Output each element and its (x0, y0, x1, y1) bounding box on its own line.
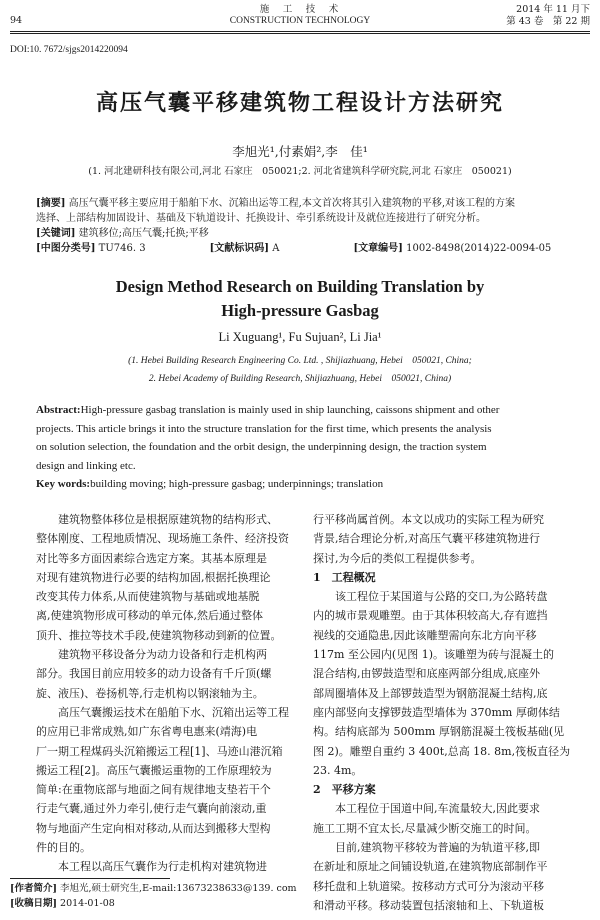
authors-en: Li Xuguang¹, Fu Sujuan², Li Jia¹ (218, 330, 382, 344)
affiliation-en-line: 2. Hebei Academy of Building Research, Shijiazhuang, Hebei 050021, China) (148, 374, 452, 384)
abstract-en (36, 401, 576, 494)
abstract-en-label: Abstract: (36, 404, 81, 416)
received-label: [收稿日期] (10, 898, 57, 909)
body-line: 在新址和原址之间铺设轨道,在建筑物底部制作平 (313, 860, 548, 874)
body-line: 行走气囊,通过外力牵引,使行走气囊向前滚动,重 (36, 802, 267, 816)
article-no-value: 1002-8498(2014)22-0094-05 (406, 243, 552, 254)
body-line: 建筑物平移设备分为动力设备和行走机构两 (36, 648, 267, 662)
body-line: 构。结构底部为 500mm 厚钢筋混凝土筏板基础(见 (313, 725, 565, 739)
keywords-en-label: Key words: (36, 478, 91, 490)
body-line: 混合结构,由锣鼓造型和底座两部分组成,底座外 (313, 667, 540, 681)
body-line: 23. 4m。 (313, 763, 363, 777)
affiliation-en-line: (1. Hebei Building Research Engineering Co. Ltd. , Shijiazhuang, Hebei 050021, China; (128, 356, 472, 366)
body-line: 图 2)。雕塑自重约 3 400t,总高 18. 8m,筏板直径为 (313, 744, 571, 758)
abstract-cn-line: 高压气囊平移主要应用于船舶下水、沉箱出运等工程,本文首次将其引入建筑物的平移,对该工程的方案 (68, 198, 516, 209)
author-bio-label: [作者简介] (10, 883, 57, 894)
issue-date: 2014 年 11 月下 (516, 4, 590, 15)
body-right-column (313, 510, 583, 915)
keywords-en: building moving; high-pressure gasbag; underpinnings; translation (90, 478, 384, 490)
body-line: 厂一期工程煤码头沉箱搬运工程[1]、马迹山港沉箱 (36, 744, 283, 758)
body-line: 建筑物整体移位是根据原建筑物的结构形式、 (36, 513, 278, 526)
body-line: 部分。我国目前应用较多的动力设备有千斤顶(螺 (36, 667, 272, 681)
page-number: 94 (10, 15, 23, 26)
received-text: 2014-01-08 (60, 898, 115, 909)
abstract-en-line: on solution selection, the foundation and the orbit design, the underpinning design, the traction system (36, 441, 487, 453)
body-line: 对比等多方面因素综合选定方案。其基本原理是 (36, 551, 267, 565)
body-line: 搬运工程[2]。高压气囊搬运重物的工作原理较为 (36, 763, 272, 777)
body-line: 整体刚度、工程地质情况、现场施工条件、经济投资 (36, 532, 289, 546)
title-en-line-2: High-pressure Gasbag (221, 301, 379, 320)
body-line: 施工工期不宜太长,尽量减少断交施工的时间。 (313, 821, 537, 835)
body-line: 视线的交通隐患,因此该雕塑需向东北方向平移 (313, 628, 537, 642)
body-left-column (36, 510, 302, 877)
body-line: 117m 至公园内(见图 1)。该雕塑为砖与混凝土的 (313, 648, 554, 662)
clc-value: TU746. 3 (98, 243, 146, 254)
body-line: 该工程位于某国道与公路的交口,为公路转盘 (313, 590, 548, 604)
header-rule-2 (10, 33, 590, 34)
footnote-rule (10, 878, 170, 879)
article-no-label: [文章编号] (353, 243, 403, 254)
keywords-cn-label: [关键词] (36, 228, 76, 239)
keywords-cn: 建筑移位;高压气囊;托换;平移 (78, 228, 209, 239)
classification-row (36, 241, 576, 256)
body-line: 探讨,为今后的类似工程提供参考。 (313, 551, 482, 565)
body-line: 背景,结合理论分析,对高压气囊平移建筑物进行 (313, 532, 540, 546)
clc-label: [中图分类号] (36, 243, 96, 254)
header-rule (10, 31, 590, 32)
body-line: 简单:在重物底部与地面之间有规律地支垫若干个 (36, 783, 271, 797)
title-en-line-1: Design Method Research on Building Translation by (115, 277, 485, 296)
abstract-cn-label: [摘要] (36, 198, 66, 209)
abstract-en-line: projects. This article brings it into the structure translation for the first time, which presents the analysis (36, 422, 492, 435)
section-heading: 1 工程概况 (313, 570, 376, 584)
body-line: 部周圈墙体及上部锣鼓造型为钢筋混凝土结构,底 (313, 686, 548, 700)
author-bio-text: 李旭光,硕士研究生,E-mail:13673238633@139. com (60, 883, 297, 894)
doc-code-value: A (272, 243, 280, 254)
affiliations-en (10, 352, 590, 388)
body-line: 座内部竖向支撑锣鼓造型墙体为 370mm 厚砌体结 (313, 705, 560, 719)
body-line: 物与地面产生定向相对移动,从而达到搬移大型构 (36, 821, 271, 835)
body-line: 行平移尚属首例。本文以成功的实际工程为研究 (313, 513, 544, 526)
body-line: 改变其传力体系,从而使建筑物与基础或地基脱 (36, 590, 260, 604)
body-line: 高压气囊搬运技术在船舶下水、沉箱出运等工程 (36, 705, 289, 719)
body-line: 目前,建筑物平移较为普遍的为轨道平移,即 (313, 841, 540, 855)
body-line: 本工程位于国道中间,车流量较大,因此要求 (313, 802, 540, 816)
authors-cn: 李旭光¹,付素娟²,李 佳¹ (232, 144, 368, 159)
affiliations-cn: (1. 河北建研科技有限公司,河北 石家庄 050021;2. 河北省建筑科学研究院,河北 石家庄 050021) (88, 166, 512, 177)
abstract-en-line: High-pressure gasbag translation is mainly used in ship launching, caissons shipment and other (80, 404, 500, 416)
abstract-en-line: design and linking etc. (36, 459, 136, 472)
body-line: 离,使建筑物形成可移动的单元体,然后通过整体 (36, 609, 263, 623)
body-line: 和滑动平移。移动装置包括滚轴和上、下轨道板 (313, 898, 544, 912)
body-line: 件的目的。 (36, 841, 91, 855)
volume-issue: 第 43 卷 第 22 期 (506, 16, 590, 27)
doi: DOI:10. 7672/sjgs2014220094 (10, 45, 128, 55)
journal-title-en: CONSTRUCTION TECHNOLOGY (229, 16, 371, 26)
doc-code-label: [文献标识码] (209, 243, 270, 254)
received-date (10, 897, 115, 910)
body-line: 顶升、推拉等技术手段,使建筑物移动到新的位置。 (36, 628, 282, 642)
author-bio (10, 882, 297, 895)
body-line: 内的城市景观雕塑。由于其体积较高大,存有遮挡 (313, 609, 548, 623)
journal-title-cn: 施 工 技 术 (259, 4, 341, 15)
body-line: 对现有建筑物进行必要的结构加固,根据托换理论 (36, 570, 271, 584)
body-line: 移托盘和上轨道梁。按移动方式可分为滚动平移 (313, 879, 544, 893)
title-cn: 高压气囊平移建筑物工程设计方法研究 (95, 90, 504, 116)
body-line: 本工程以高压气囊作为行走机构对建筑物进 (36, 860, 267, 874)
abstract-cn-line: 选择、上部结构加固设计、基础及下轨道设计、托换设计、牵引系统设计及就位连接进行了研究分析。 (36, 213, 486, 224)
body-line: 旋、液压)、卷扬机等,行走机构以钢滚轴为主。 (36, 686, 264, 700)
body-line: 的应用已非常成熟,如广东省粤电惠来(靖海)电 (36, 725, 258, 739)
abstract-cn (36, 196, 576, 256)
section-heading: 2 平移方案 (313, 783, 376, 797)
